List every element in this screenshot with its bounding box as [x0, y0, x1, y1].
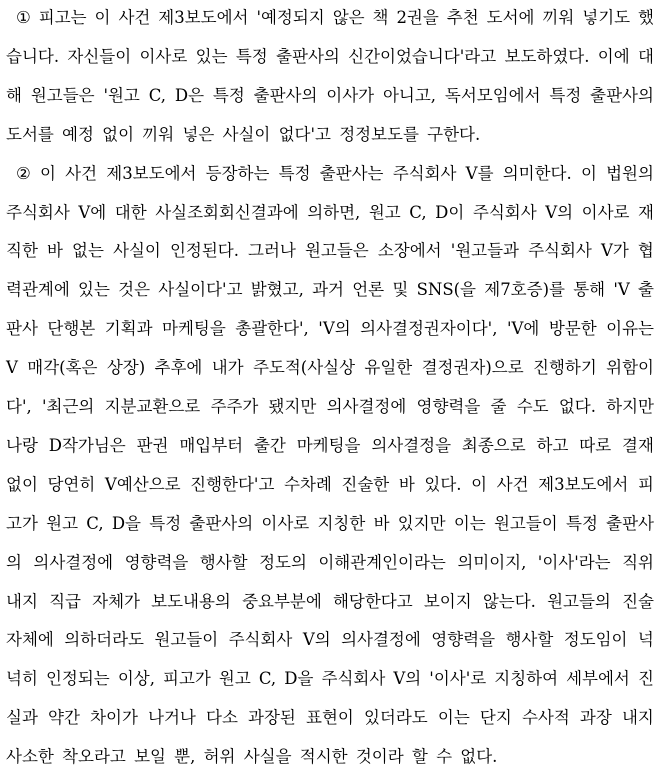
word: 제7호증)를: [484, 280, 565, 300]
word: 상장): [106, 358, 146, 378]
word: 대한: [114, 202, 147, 222]
word: 소장에서: [377, 241, 442, 261]
word: 원고들은: [30, 85, 95, 105]
text-line: [6, 506, 654, 542]
word: 있는: [195, 46, 228, 66]
text-line: [6, 739, 654, 775]
word: '이사'로: [429, 669, 487, 689]
word: 협: [637, 241, 654, 261]
word: 자체가: [92, 591, 140, 611]
word: 'V: [613, 280, 630, 300]
word: C,: [86, 513, 104, 533]
word: 출판사의: [189, 513, 254, 533]
word: 의미이지,: [457, 552, 527, 572]
word: 주식회사: [321, 669, 386, 689]
word: C,: [148, 85, 167, 105]
word: 수차례: [284, 474, 332, 494]
word: 신간이었습니다'라고: [348, 46, 497, 66]
word: 사실조회회신결과에: [155, 202, 299, 222]
text-line: [6, 661, 654, 697]
word: 력관계에: [6, 280, 70, 300]
text-line: [6, 350, 654, 386]
word: 내지: [6, 591, 38, 611]
word: V: [6, 358, 18, 378]
word: 출판사의: [590, 85, 654, 105]
text-line: [6, 545, 654, 581]
word: 해당한다고: [332, 591, 413, 611]
word: '예정되지: [256, 8, 325, 27]
word: 언론: [352, 280, 385, 300]
word: 이해관계인이라는: [318, 552, 446, 572]
word: 의사결정에: [33, 552, 114, 572]
word: 행사할: [505, 630, 554, 650]
text-line: [6, 39, 654, 75]
word: 특정: [566, 513, 598, 533]
word: 이사가: [326, 85, 375, 105]
word: 출판사의: [253, 85, 318, 105]
word: 넣기도: [582, 8, 631, 27]
word: 특정: [149, 513, 182, 533]
word: 않는다.: [482, 591, 536, 611]
word: 과장: [579, 708, 612, 728]
word: 제3보도에서: [158, 8, 249, 27]
text-line: [6, 78, 654, 114]
word: 의사결정에: [326, 397, 407, 416]
word: 지분교환으로: [104, 397, 201, 416]
word: D을: [111, 513, 141, 533]
word: 피: [637, 474, 654, 494]
word: 출판사의: [276, 46, 340, 66]
text-line: [6, 272, 654, 308]
word: 재: [638, 202, 654, 222]
word: 정도의: [259, 552, 307, 572]
word: 출: [638, 280, 654, 300]
word: 판권: [136, 435, 169, 455]
word: 책: [372, 8, 389, 27]
word: 마케팅을: [296, 435, 361, 455]
word: 출판사는: [319, 163, 384, 183]
word: 습니다.: [6, 46, 60, 66]
text-line: [6, 428, 654, 464]
word: 영향력을: [124, 552, 189, 572]
word: 것은: [118, 280, 151, 300]
word: 내가: [211, 358, 244, 378]
word: 있더라도: [363, 708, 428, 728]
word: 사건: [65, 163, 98, 183]
text-line: [6, 389, 654, 425]
word: 사건: [496, 474, 529, 494]
word: 넉: [637, 630, 654, 650]
word: 피고는: [38, 8, 87, 27]
word: 끼워: [542, 8, 575, 27]
word: 특정: [549, 85, 582, 105]
word: 주주가: [210, 397, 259, 416]
word: 과장된: [248, 708, 296, 728]
word: '최근의: [41, 397, 95, 416]
word: 보이지: [423, 591, 472, 611]
word: V의: [302, 630, 331, 650]
word: 수사적: [521, 708, 570, 728]
word: 의하더라도: [64, 630, 144, 650]
word: 판사: [6, 319, 38, 339]
word: '원고들과: [450, 241, 519, 261]
word: 독서모임에서: [444, 85, 541, 105]
word: V에: [78, 202, 107, 222]
word: C,: [409, 202, 427, 222]
word: 사실이다'고: [158, 280, 243, 300]
word: 출판사: [606, 513, 654, 533]
word: 주식회사: [472, 202, 537, 222]
word: '원고: [103, 85, 140, 105]
word: 바: [46, 241, 63, 261]
word: 원고: [368, 202, 401, 222]
word: 원고: [218, 669, 251, 689]
word: 영향력을: [431, 630, 496, 650]
word: 통해: [573, 280, 606, 300]
word: 과거: [312, 280, 344, 300]
word: ②: [16, 163, 31, 183]
word: 진술한: [341, 474, 390, 494]
word: 직한: [6, 241, 38, 261]
word: V예산으로: [104, 474, 181, 494]
word: 원고: [46, 513, 79, 533]
word: 총괄한다',: [235, 319, 309, 339]
word: 자체에: [6, 630, 54, 650]
word: 있는: [78, 280, 110, 300]
word: 위함이: [606, 358, 654, 378]
word: 없는: [72, 241, 104, 261]
word: 사실이: [113, 241, 161, 261]
text-line: [6, 700, 654, 736]
word: 주도적(사실상: [252, 358, 356, 378]
word: 다소: [206, 708, 238, 728]
word: 진술: [622, 591, 654, 611]
word: 바: [398, 474, 415, 494]
word: 주식회사: [528, 241, 592, 261]
word: 됐지만: [268, 397, 317, 416]
word: 의미한다.: [502, 163, 572, 183]
word: 제3보도에서: [538, 474, 629, 494]
word: 하지만: [606, 397, 654, 416]
word: 2권을: [396, 8, 439, 27]
word: V의: [393, 669, 422, 689]
word: 원고들이: [154, 630, 219, 650]
word: 제3보도에서: [106, 163, 197, 183]
word: 특정: [235, 46, 268, 66]
word: 차이가: [90, 708, 138, 728]
word: V를: [465, 163, 494, 183]
word: 원고들은: [304, 241, 369, 261]
word: 아니고,: [382, 85, 437, 105]
word: 이상,: [117, 669, 155, 689]
word: 주식회사: [228, 630, 293, 650]
word: 및: [392, 280, 409, 300]
word: 나거나: [148, 708, 196, 728]
word: 특정: [212, 85, 245, 105]
word: 이에: [597, 46, 630, 66]
word: 마케팅을: [162, 319, 226, 339]
word: 해: [6, 85, 22, 105]
word: 의사결정을: [371, 435, 452, 455]
word: 이: [94, 8, 111, 27]
word: 이: [580, 163, 597, 183]
text-line-content: 도서를 예정 없이 끼워 넣은 사실이 없다'고 정정보도를 구한다.: [6, 124, 481, 144]
word: SNS(을: [416, 280, 476, 300]
word: 다',: [6, 397, 32, 416]
word: D작가님은: [48, 435, 126, 455]
word: D이: [435, 202, 465, 222]
word: 도서에: [486, 8, 535, 27]
word: 고가: [6, 513, 38, 533]
word: 'V에: [506, 319, 540, 339]
word: 인정된다.: [169, 241, 239, 261]
word: 보도하였다.: [504, 46, 590, 66]
text-line: [6, 195, 654, 231]
word: 중요부분에: [242, 591, 322, 611]
word: 진행하기: [533, 358, 597, 378]
word: 수도: [516, 397, 549, 416]
word: 추천: [446, 8, 479, 27]
word: 의하면,: [307, 202, 361, 222]
word: '이사'라는: [537, 552, 611, 572]
word: 출간: [253, 435, 286, 455]
word: 피고가: [163, 669, 211, 689]
word: 이는: [437, 708, 470, 728]
word: 표현이: [306, 708, 354, 728]
word: 의: [6, 552, 22, 572]
word: 행사할: [199, 552, 248, 572]
word: 방문한: [548, 319, 597, 339]
word: 그러나: [248, 241, 296, 261]
word: 이는: [453, 513, 486, 533]
word: 바: [373, 513, 390, 533]
word: 유일한: [364, 358, 413, 378]
text-line: [16, 0, 654, 36]
word: 없이: [6, 474, 38, 494]
word: 이: [471, 474, 488, 494]
word: 실과: [6, 708, 38, 728]
word: 당연히: [47, 474, 96, 494]
word: 기획과: [104, 319, 153, 339]
word: 보도내용의: [151, 591, 231, 611]
word: 지칭하여: [494, 669, 559, 689]
word: 주식회사: [392, 163, 457, 183]
word: V가: [600, 241, 629, 261]
word: 하고: [536, 435, 569, 455]
word: 정도임이: [563, 630, 628, 650]
text-line: [6, 311, 654, 347]
text-line: [6, 622, 654, 658]
word: 줄: [490, 397, 507, 416]
word: 했: [638, 8, 654, 27]
word: 직급: [49, 591, 81, 611]
word: 지칭한: [317, 513, 366, 533]
word: 원고들의: [547, 591, 611, 611]
word: C,: [258, 669, 277, 689]
word: 결재: [622, 435, 654, 455]
word: 추후에: [154, 358, 203, 378]
word: 자신들이: [67, 46, 132, 66]
word: 인정되는: [45, 669, 110, 689]
word: 영향력을: [416, 397, 481, 416]
text-line: [6, 117, 654, 153]
word: 직위: [622, 552, 654, 572]
word: 'V의: [318, 319, 351, 339]
word: 최종으로: [461, 435, 526, 455]
word: 밝혔고,: [250, 280, 304, 300]
word: 진: [637, 669, 654, 689]
word: 진행한다'고: [190, 474, 275, 494]
word: 매입부터: [179, 435, 244, 455]
word: ①: [16, 8, 31, 27]
word: V의: [545, 202, 574, 222]
word: 않은: [332, 8, 365, 27]
text-line: [16, 156, 654, 192]
word: 의사결정권자이다',: [360, 319, 498, 339]
word: 이사로: [261, 513, 310, 533]
word: D은: [174, 85, 205, 105]
text-line: [6, 467, 654, 503]
word: 없다.: [558, 397, 596, 416]
word: 원고들이: [493, 513, 558, 533]
word: 이사로: [581, 202, 630, 222]
word: 이: [40, 163, 56, 183]
word: 결정권자)으로: [421, 358, 524, 378]
word: 사건: [118, 8, 151, 27]
word: 법원의: [606, 163, 654, 183]
word: 이유는: [606, 319, 654, 339]
word: 대: [638, 46, 654, 66]
word: 의사결정에: [341, 630, 421, 650]
word: 넉히: [6, 669, 38, 689]
word: 이사로: [139, 46, 188, 66]
word: 등장하는: [205, 163, 270, 183]
word: 특정: [278, 163, 311, 183]
word: 세부에서: [566, 669, 630, 689]
text-line: [6, 584, 654, 620]
word: 단지: [479, 708, 512, 728]
word: 약간: [48, 708, 80, 728]
word: D을: [284, 669, 314, 689]
word: 단행본: [47, 319, 96, 339]
text-line: [6, 233, 654, 269]
word: 내지: [621, 708, 654, 728]
word: 매각(혹은: [27, 358, 98, 378]
word: 따로: [579, 435, 612, 455]
text-line-content: 사소한 착오라고 보일 뿐, 허위 사실을 적시한 것이라 할 수 없다.: [6, 747, 498, 767]
word: 있다.: [424, 474, 462, 494]
word: 나랑: [6, 435, 38, 455]
word: 있지만: [397, 513, 446, 533]
word: 주식회사: [6, 202, 70, 222]
